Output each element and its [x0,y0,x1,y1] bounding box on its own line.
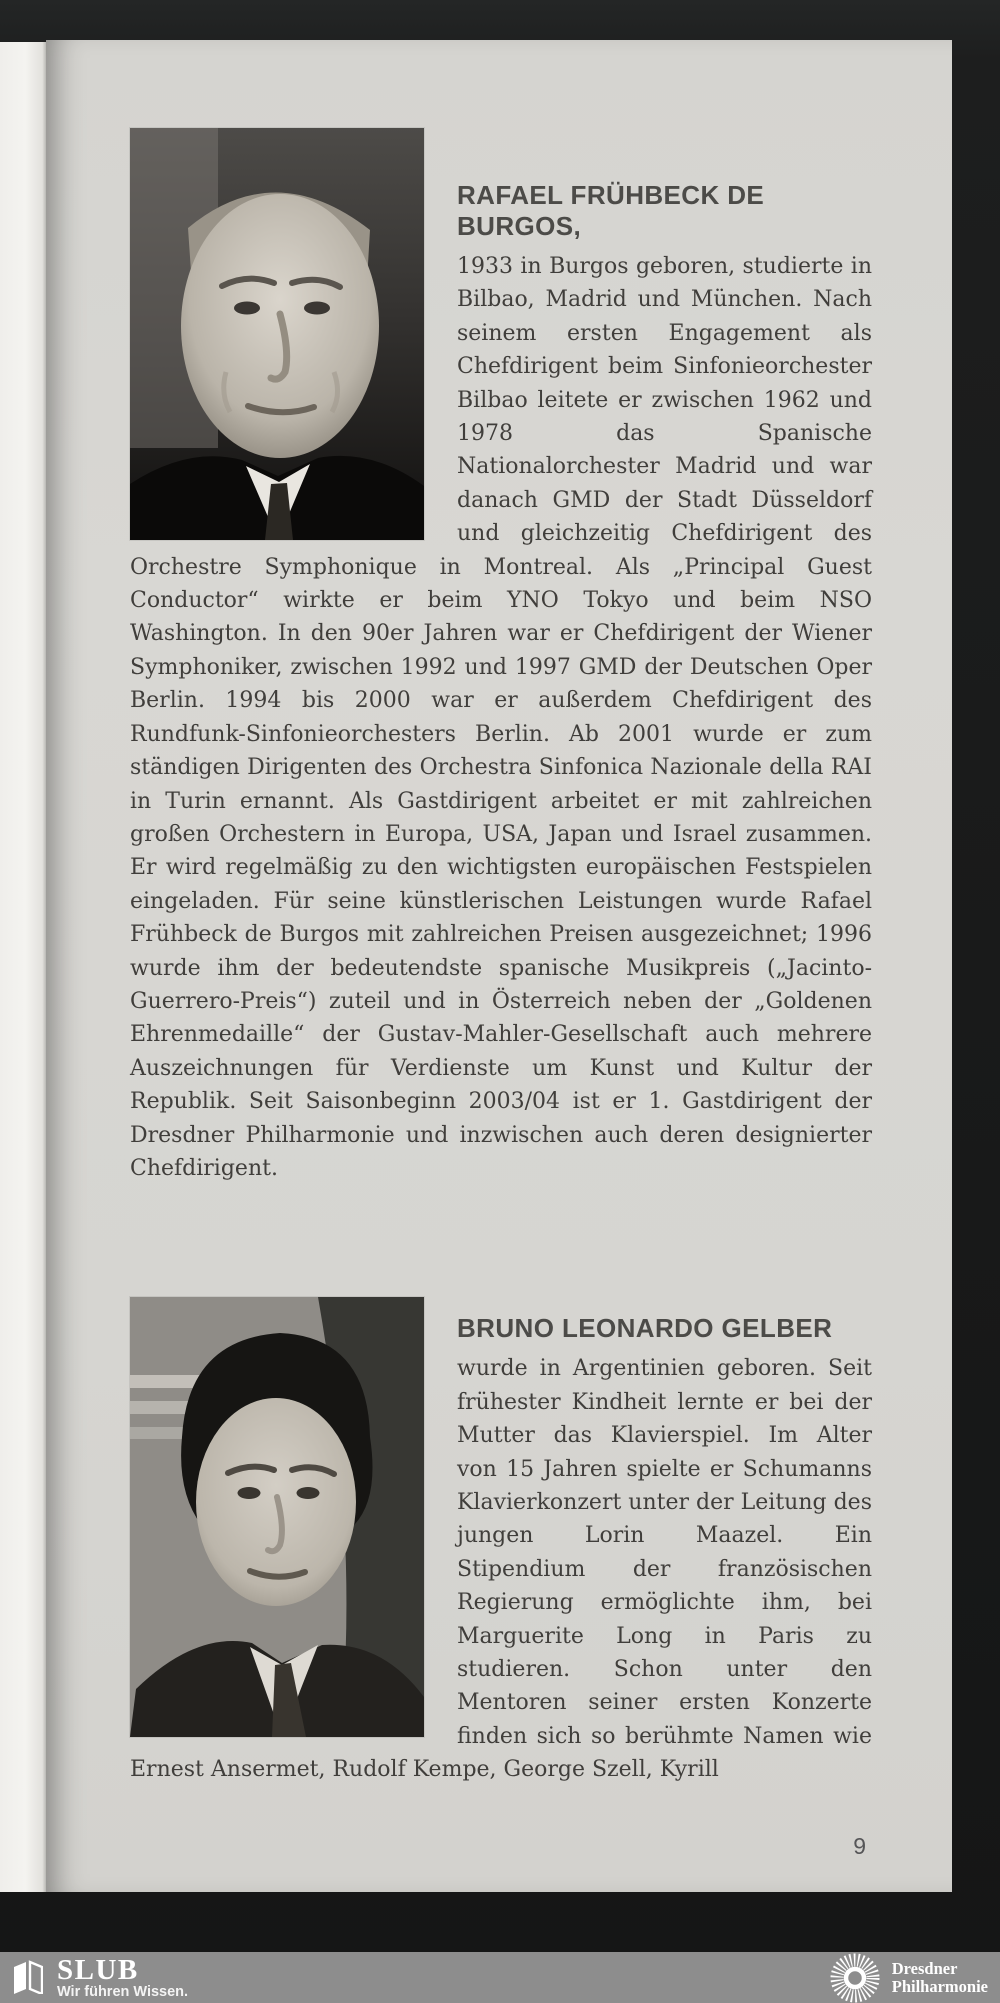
slub-text-block [57,1953,189,2000]
book-page-edge [0,42,46,1892]
portrait-photo-gelber-image [130,1297,424,1737]
sunburst-icon [828,1951,882,2003]
bio-heading-fruhbeck: RAFAEL FRÜHBECK DE BURGOS, [457,180,765,241]
viewer-footer-bar [0,1952,1000,2003]
dresdner-philharmonie-text [892,1960,988,1995]
slub-book-icon [13,1960,43,1994]
dp-line2: Philharmonie [891,1976,988,1996]
portrait-photo-fruhbeck-image [130,128,424,540]
portrait-photo-gelber [130,1297,424,1737]
bio-section-fruhbeck [130,128,872,1185]
page-content [130,128,872,1787]
slub-wordmark: SLUB [57,1953,139,1986]
bio-heading-gelber: BRUNO LEONARDO GELBER [457,1313,833,1344]
dresdner-philharmonie-logo[interactable] [828,1951,988,2003]
bio-text-gelber: wurde in Argentinien geboren. Seit frühester Kindheit lernte er bei der Mutter das Klavierspiel. Im Alter von 15 Jahren spielte er Schumanns Klavierkonzert unter der Leitung des jungen Lorin Maazel. Ein Stipendium der französischen Regierung ermöglichte ihm, bei Marguerite Long in Paris zu studieren. Schon unter den Mentoren seiner ersten Konzerte finden sich so berühmte Namen wie Ernest Ansermet, Rudolf Kempe, George Szell, Kyrill [130,1356,872,1783]
program-booklet-page [46,40,952,1892]
slub-tagline: Wir führen Wissen. [57,1983,189,2000]
bio-text-fruhbeck: 1933 in Burgos geboren, studierte in Bilbao, Madrid und München. Nach seinem ersten Engagement als Chefdirigent beim Sinfonieorchester Bilbao leitete er zwischen 1962 und 1978 das Spanische Nationalorchester Madrid und war danach GMD der Stadt Düsseldorf und gleichzeitig Chefdirigent des Orchestre Symphonique in Montreal. Als „Principal Guest Conductor“ wirkte er beim YNO Tokyo und beim NSO Washington. In den 90er Jahren war er Chefdirigent der Wiener Symphoniker, zwischen 1992 und 1997 GMD der Deutschen Oper Berlin. 1994 bis 2000 war er außerdem Chefdirigent des Rundfunk-Sinfonieorchesters Berlin. Ab 2001 wurde er zum ständigen Dirigenten des Orchestra Sinfonica Nazionale della RAI in Turin ernannt. Als Gastdirigent arbeitet er mit zahlreichen großen Orchestern in Europa, USA, Japan und Israel zusammen. Er wird regelmäßig zu den wichtigsten europäischen Festspielen eingeladen. Für seine künstlerischen Leistungen wurde Rafael Frühbeck de Burgos mit zahlreichen Preisen ausgezeichnet; 1996 wurde ihm der bedeutendste spanische Musikpreis („Jacinto-Guerrero-Preis“) zuteil und in Österreich neben der „Goldenen Ehrenmedaille“ der Gustav-Mahler-Gesellschaft auch mehrere Auszeichnungen für Verdienste um Kunst und Kultur der Republik. Seit Saisonbeginn 2003/04 ist er 1. Gastdirigent der Dresdner Philharmonie und inzwischen auch deren designierter Chefdirigent. [130,254,872,1181]
portrait-photo-fruhbeck [130,128,424,540]
slub-logo[interactable] [13,1953,189,2000]
page-number: 9 [853,1833,866,1859]
dp-line1: Dresdner [891,1959,958,1978]
bio-section-gelber [130,1297,872,1786]
